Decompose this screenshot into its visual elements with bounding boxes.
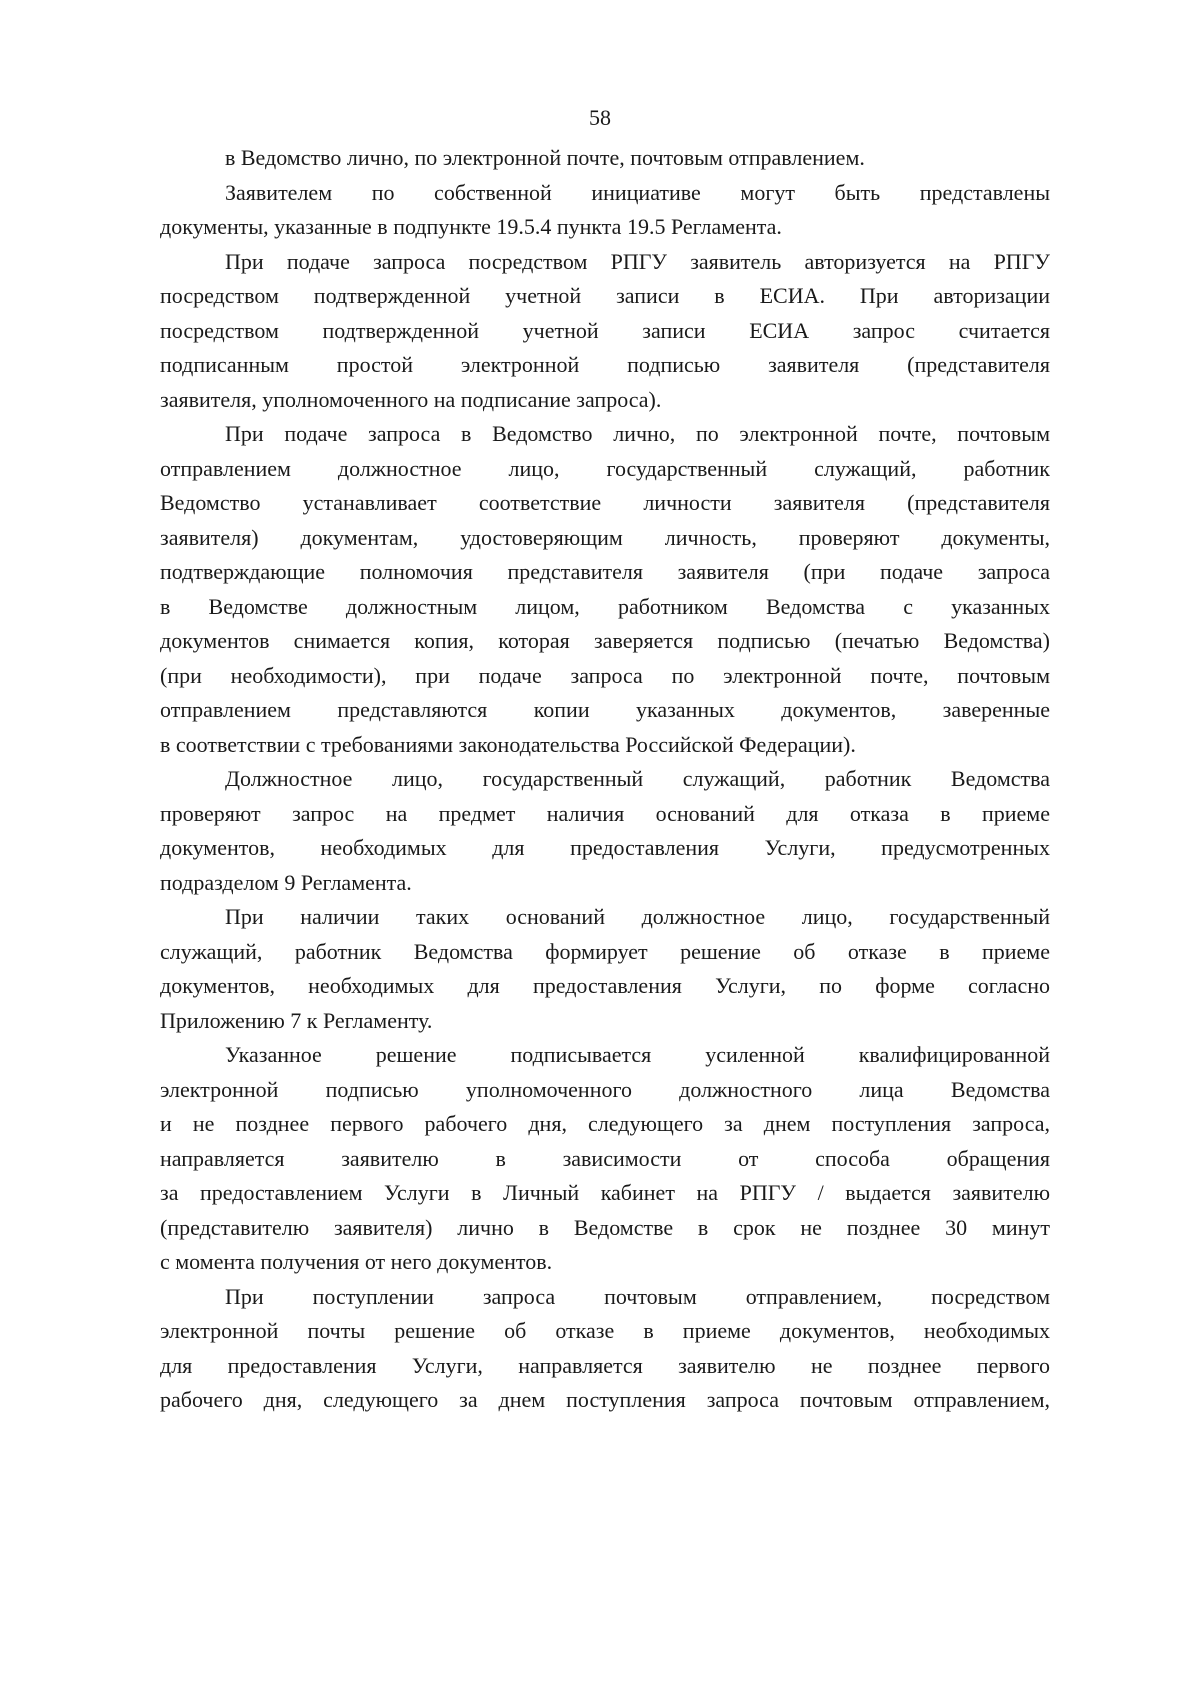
text-line: При наличии таких оснований должностное лицо, государственный [225, 904, 1050, 929]
text-line: в Ведомстве должностным лицом, работником Ведомства с указанных [160, 593, 1050, 619]
text-line: подразделом 9 Регламента. [160, 869, 412, 895]
text-line: подтверждающие полномочия представителя заявителя (при подаче запроса [160, 559, 1050, 584]
text-line: Должностное лицо, государственный служащий, работник Ведомства [225, 766, 1050, 791]
text-line: направляется заявителю в зависимости от способа обращения [160, 1145, 1050, 1171]
text-line: Заявителем по собственной инициативе могут быть представлены [225, 179, 1050, 205]
document-body [160, 141, 1050, 1418]
text-line: рабочего дня, следующего за днем поступления запроса почтовым отправлением, [160, 1387, 1050, 1412]
text-line: посредством подтвержденной учетной записи в ЕСИА. При авторизации [160, 283, 1050, 308]
paragraph [160, 900, 1050, 1038]
text-line: подписанным простой электронной подписью заявителя (представителя [160, 352, 1050, 377]
text-line: При подаче запроса посредством РПГУ заявитель авторизуется на РПГУ [225, 248, 1050, 274]
text-line: документов, необходимых для предоставления Услуги, предусмотренных [160, 835, 1050, 860]
text-line: (представителю заявителя) лично в Ведомстве в срок не позднее 30 минут [160, 1214, 1050, 1240]
text-line: проверяют запрос на предмет наличия оснований для отказа в приеме [160, 800, 1050, 826]
text-line: Ведомство устанавливает соответствие личности заявителя (представителя [160, 490, 1050, 515]
text-line: заявителя, уполномоченного на подписание запроса). [160, 386, 662, 412]
text-line: служащий, работник Ведомства формирует решение об отказе в приеме [160, 938, 1050, 964]
text-line: При подаче запроса в Ведомство лично, по электронной почте, почтовым [225, 421, 1050, 446]
paragraph [160, 1280, 1050, 1418]
text-line: документы, указанные в подпункте 19.5.4 пункта 19.5 Регламента. [160, 214, 782, 239]
text-line: электронной подписью уполномоченного должностного лица Ведомства [160, 1076, 1050, 1102]
text-line: отправлением представляются копии указанных документов, заверенные [160, 697, 1050, 722]
paragraph [160, 176, 1050, 245]
paragraph [160, 762, 1050, 900]
text-line: заявителя) документам, удостоверяющим личность, проверяют документы, [160, 524, 1050, 550]
text-line: При поступлении запроса почтовым отправлением, посредством [225, 1283, 1050, 1309]
text-line: документов снимается копия, которая заверяется подписью (печатью Ведомства) [160, 628, 1050, 653]
text-line: в соответствии с требованиями законодательства Российской Федерации). [160, 731, 856, 757]
text-line: за предоставлением Услуги в Личный кабинет на РПГУ / выдается заявителю [160, 1180, 1050, 1205]
text-line: и не позднее первого рабочего дня, следующего за днем поступления запроса, [160, 1111, 1050, 1136]
paragraph [160, 417, 1050, 762]
text-line: (при необходимости), при подаче запроса по электронной почте, почтовым [160, 662, 1050, 688]
page-number: 58 [589, 105, 611, 130]
paragraph [160, 245, 1050, 418]
text-line: Приложению 7 к Регламенту. [160, 1007, 433, 1033]
text-line: документов, необходимых для предоставления Услуги, по форме согласно [160, 973, 1050, 998]
paragraph [160, 1038, 1050, 1280]
text-line: в Ведомство лично, по электронной почте, почтовым отправлением. [225, 145, 865, 170]
text-line: для предоставления Услуги, направляется заявителю не позднее первого [160, 1352, 1050, 1378]
text-line: электронной почты решение об отказе в приеме документов, необходимых [160, 1318, 1050, 1343]
text-line: отправлением должностное лицо, государственный служащий, работник [160, 455, 1050, 481]
paragraph [160, 141, 1050, 176]
text-line: посредством подтвержденной учетной записи ЕСИА запрос считается [160, 317, 1050, 343]
text-line: с момента получения от него документов. [160, 1249, 553, 1274]
text-line: Указанное решение подписывается усиленной квалифицированной [225, 1042, 1050, 1067]
